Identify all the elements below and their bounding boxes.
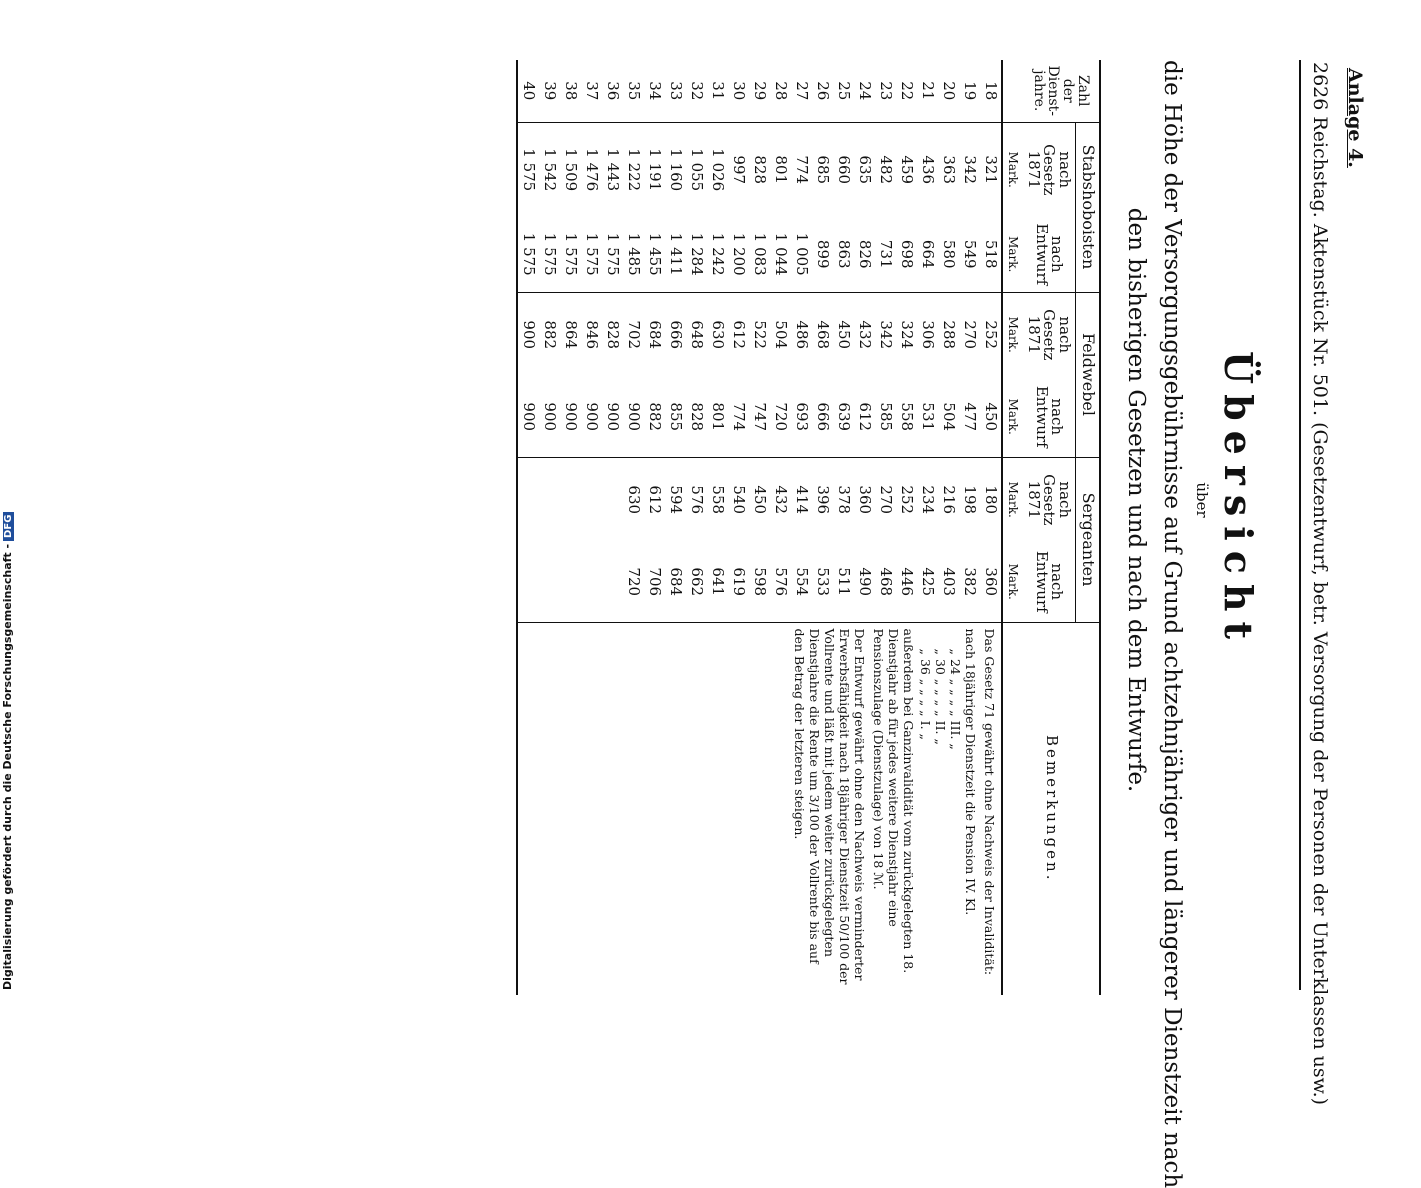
value-cell: 446 [896,542,917,622]
subheader-gesetz: nach Gesetz 1871 [1024,144,1075,196]
years-cell: 18 [980,60,1002,122]
value-cell: 684 [645,320,664,350]
value-cell: 585 [875,377,896,457]
value-cell [560,457,581,542]
value-cell: 720 [770,377,791,457]
value-cell: 270 [960,320,979,350]
value-cell [539,457,560,542]
value-cell: 558 [896,377,917,457]
value-cell: 900 [517,377,539,457]
value-cell: 549 [959,217,980,292]
years-cell: 34 [644,60,665,122]
value-cell: 288 [939,320,958,350]
group-header-feldwebel: Feldwebel [1076,292,1100,457]
years-cell: 38 [560,60,581,122]
value-cell: 828 [686,377,707,457]
years-cell: 33 [665,60,686,122]
years-cell: 28 [770,60,791,122]
value-cell: 641 [707,542,728,622]
unit-label: Mark. [1005,316,1020,353]
value-cell: 1 055 [687,148,706,192]
value-cell: 1 575 [581,217,602,292]
value-cell: 531 [917,377,938,457]
value-cell: 997 [729,155,748,185]
value-cell: 459 [897,155,916,185]
table-body [517,60,1002,995]
value-cell: 612 [729,320,748,350]
years-cell: 26 [812,60,833,122]
value-cell: 432 [771,485,790,515]
value-cell: 635 [855,155,874,185]
years-header: Zahl der Dienst-jahre. [1022,60,1100,122]
years-cell: 22 [896,60,917,122]
value-cell: 450 [834,320,853,350]
value-cell: 828 [750,155,769,185]
years-cell: 23 [875,60,896,122]
value-cell: 1 005 [791,217,812,292]
value-cell: 504 [771,320,790,350]
value-cell: 216 [939,485,958,515]
value-cell: 1 191 [645,148,664,192]
value-cell: 270 [876,485,895,515]
value-cell: 324 [897,320,916,350]
value-cell: 482 [876,155,895,185]
subtitle-line-2: den bisherigen Gesetzen und nach dem Entwurfe. [1123,207,1149,793]
value-cell: 648 [687,320,706,350]
value-cell: 630 [708,320,727,350]
value-cell: 882 [644,377,665,457]
value-cell: 1 575 [602,217,623,292]
remarks-pension-line: „ 36 „ „ „ „ I. „ [918,648,934,740]
value-cell: 321 [981,155,1000,185]
remarks-draft: Der Entwurf gewährt ohne den Nachweis verminderter Erwerbsfähigkeit nach 18jähriger Dienstzeit 50/100 der Vollrente und läßt mit jedem weiter zurückgelegten Dienstjahre die Rente um 3/100 der Vollrente bis auf den Betrag der letzteren steigen. [792,628,868,985]
group-header-sergeanten: Sergeanten [1076,457,1100,622]
value-cell: 450 [750,485,769,515]
value-cell: 1 242 [707,217,728,292]
value-cell: 900 [623,377,644,457]
value-cell: 425 [917,542,938,622]
years-cell: 39 [539,60,560,122]
anlage-label: Anlage 4. [1344,68,1366,168]
value-cell: 1 575 [560,217,581,292]
value-cell [560,542,581,622]
value-cell: 706 [644,542,665,622]
years-cell: 19 [959,60,980,122]
value-cell: 1 044 [770,217,791,292]
value-cell: 540 [729,485,748,515]
value-cell: 511 [833,542,854,622]
value-cell: 731 [875,217,896,292]
value-cell [581,542,602,622]
value-cell: 504 [938,377,959,457]
years-cell: 29 [749,60,770,122]
value-cell: 1 200 [728,217,749,292]
value-cell: 1 542 [540,148,559,192]
value-cell: 468 [875,542,896,622]
years-cell: 37 [581,60,602,122]
years-cell: 21 [917,60,938,122]
page-title: Übersicht [1216,350,1261,650]
value-cell: 594 [666,485,685,515]
value-cell: 664 [917,217,938,292]
value-cell: 1 575 [539,217,560,292]
value-cell: 1 284 [686,217,707,292]
years-cell: 32 [686,60,707,122]
value-cell: 612 [645,485,664,515]
value-cell: 619 [728,542,749,622]
value-cell: 252 [897,485,916,515]
value-cell: 180 [981,485,1000,515]
years-cell: 35 [623,60,644,122]
value-cell [602,457,623,542]
value-cell: 900 [519,320,538,350]
value-cell: 363 [939,155,958,185]
value-cell: 450 [980,377,1002,457]
pension-table [516,60,1101,995]
unit-label: Mark. [1002,217,1022,292]
value-cell: 630 [624,485,643,515]
years-cell: 20 [938,60,959,122]
value-cell: 432 [855,320,874,350]
years-cell: 36 [602,60,623,122]
value-cell: 468 [813,320,832,350]
value-cell: 198 [960,485,979,515]
value-cell: 580 [938,217,959,292]
value-cell [581,457,602,542]
value-cell: 382 [959,542,980,622]
value-cell: 360 [855,485,874,515]
value-cell: 698 [896,217,917,292]
unit-label: Mark. [1005,151,1020,188]
years-cell: 40 [517,60,539,122]
value-cell: 396 [813,485,832,515]
group-header-stabshoboisten: Stabshoboisten [1076,122,1100,292]
value-cell: 414 [792,485,811,515]
remarks-cell [517,622,1002,995]
value-cell: 477 [959,377,980,457]
value-cell: 1 476 [582,148,601,192]
value-cell: 342 [876,320,895,350]
running-head: 2626 Reichstag. Aktenstück Nr. 501. (Gesetzentwurf, betr. Versorgung der Personen der Unterklassen usw.) [1309,62,1331,1106]
value-cell: 662 [686,542,707,622]
value-cell: 576 [687,485,706,515]
subheader-entwurf: nach Entwurf [1022,377,1076,457]
value-cell: 518 [980,217,1002,292]
value-cell: 882 [540,320,559,350]
value-cell: 774 [792,155,811,185]
value-cell: 685 [813,155,832,185]
unit-label: Mark. [1002,542,1022,622]
value-cell: 900 [560,377,581,457]
value-cell: 1 411 [665,217,686,292]
value-cell: 801 [707,377,728,457]
remarks-header: Bemerkungen. [1043,735,1062,883]
value-cell: 900 [581,377,602,457]
value-cell: 306 [918,320,937,350]
subheader-entwurf: nach Entwurf [1022,217,1076,292]
value-cell: 747 [749,377,770,457]
value-cell: 1 485 [623,217,644,292]
value-cell: 1 443 [603,148,622,192]
years-cell: 30 [728,60,749,122]
value-cell: 774 [728,377,749,457]
value-cell: 900 [539,377,560,457]
header-rule [1299,60,1301,990]
years-cell: 24 [854,60,875,122]
remarks-supplement: außerdem bei Ganzinvalidität vom zurückgelegten 18. Dienstjahr ab für jedes weitere Dienstjahr eine Pensionszulage (Dienstzulage) von 18 ℳ. [871,628,917,974]
value-cell: 855 [665,377,686,457]
value-cell: 1 509 [561,148,580,192]
value-cell: 1 575 [517,217,539,292]
value-cell [602,542,623,622]
value-cell: 660 [834,155,853,185]
value-cell: 234 [918,485,937,515]
remarks-pension-line: nach 18jähriger Dienstzeit die Pension IV. Kl. [963,628,979,916]
value-cell: 693 [791,377,812,457]
title-connector: über [1193,482,1211,518]
unit-label: Mark. [1002,377,1022,457]
value-cell: 864 [561,320,580,350]
value-cell: 828 [603,320,622,350]
value-cell: 533 [812,542,833,622]
value-cell: 1 083 [749,217,770,292]
subheader-entwurf: nach Entwurf [1022,542,1076,622]
value-cell: 801 [771,155,790,185]
value-cell: 1 455 [644,217,665,292]
value-cell: 846 [582,320,601,350]
table-row [980,60,1002,995]
remarks-pension-line: „ 24 „ „ „ „ III. „ [948,648,964,750]
value-cell: 1 575 [519,148,538,192]
value-cell [517,542,539,622]
value-cell: 486 [792,320,811,350]
value-cell: 1 026 [708,148,727,192]
value-cell: 900 [602,377,623,457]
value-cell: 576 [770,542,791,622]
dfg-logo: DFG [3,512,14,541]
value-cell: 252 [981,320,1000,350]
value-cell: 436 [918,155,937,185]
digitization-note [1,514,16,990]
value-cell: 598 [749,542,770,622]
value-cell: 863 [833,217,854,292]
value-cell: 899 [812,217,833,292]
value-cell: 554 [791,542,812,622]
remarks-pension-line: „ 30 „ „ „ „ II. „ [933,648,949,745]
value-cell: 378 [834,485,853,515]
subheader-gesetz: nach Gesetz 1871 [1024,474,1075,526]
value-cell [517,457,539,542]
value-cell: 684 [665,542,686,622]
value-cell: 720 [623,542,644,622]
value-cell: 558 [708,485,727,515]
value-cell: 490 [854,542,875,622]
subheader-gesetz: nach Gesetz 1871 [1024,309,1075,361]
years-cell: 25 [833,60,854,122]
value-cell: 666 [666,320,685,350]
value-cell [539,542,560,622]
value-cell: 1 222 [624,148,643,192]
value-cell: 826 [854,217,875,292]
value-cell: 522 [750,320,769,350]
subtitle-line-1: die Höhe der Versorgungsgebührnisse auf Grund achtzehnjähriger und längerer Dienstzeit nach [1159,60,1185,1188]
value-cell: 702 [624,320,643,350]
value-cell: 639 [833,377,854,457]
digitization-text: Digitalisierung gefördert durch die Deutsche Forschungsgemeinschaft - [1,543,14,990]
value-cell: 342 [960,155,979,185]
value-cell: 1 160 [666,148,685,192]
value-cell: 403 [938,542,959,622]
value-cell: 666 [812,377,833,457]
value-cell: 612 [854,377,875,457]
years-cell: 27 [791,60,812,122]
remarks-intro: Das Gesetz 71 gewährt ohne Nachweis der Invalidität: [982,628,998,976]
unit-label: Mark. [1005,481,1020,518]
value-cell: 360 [980,542,1002,622]
years-cell: 31 [707,60,728,122]
